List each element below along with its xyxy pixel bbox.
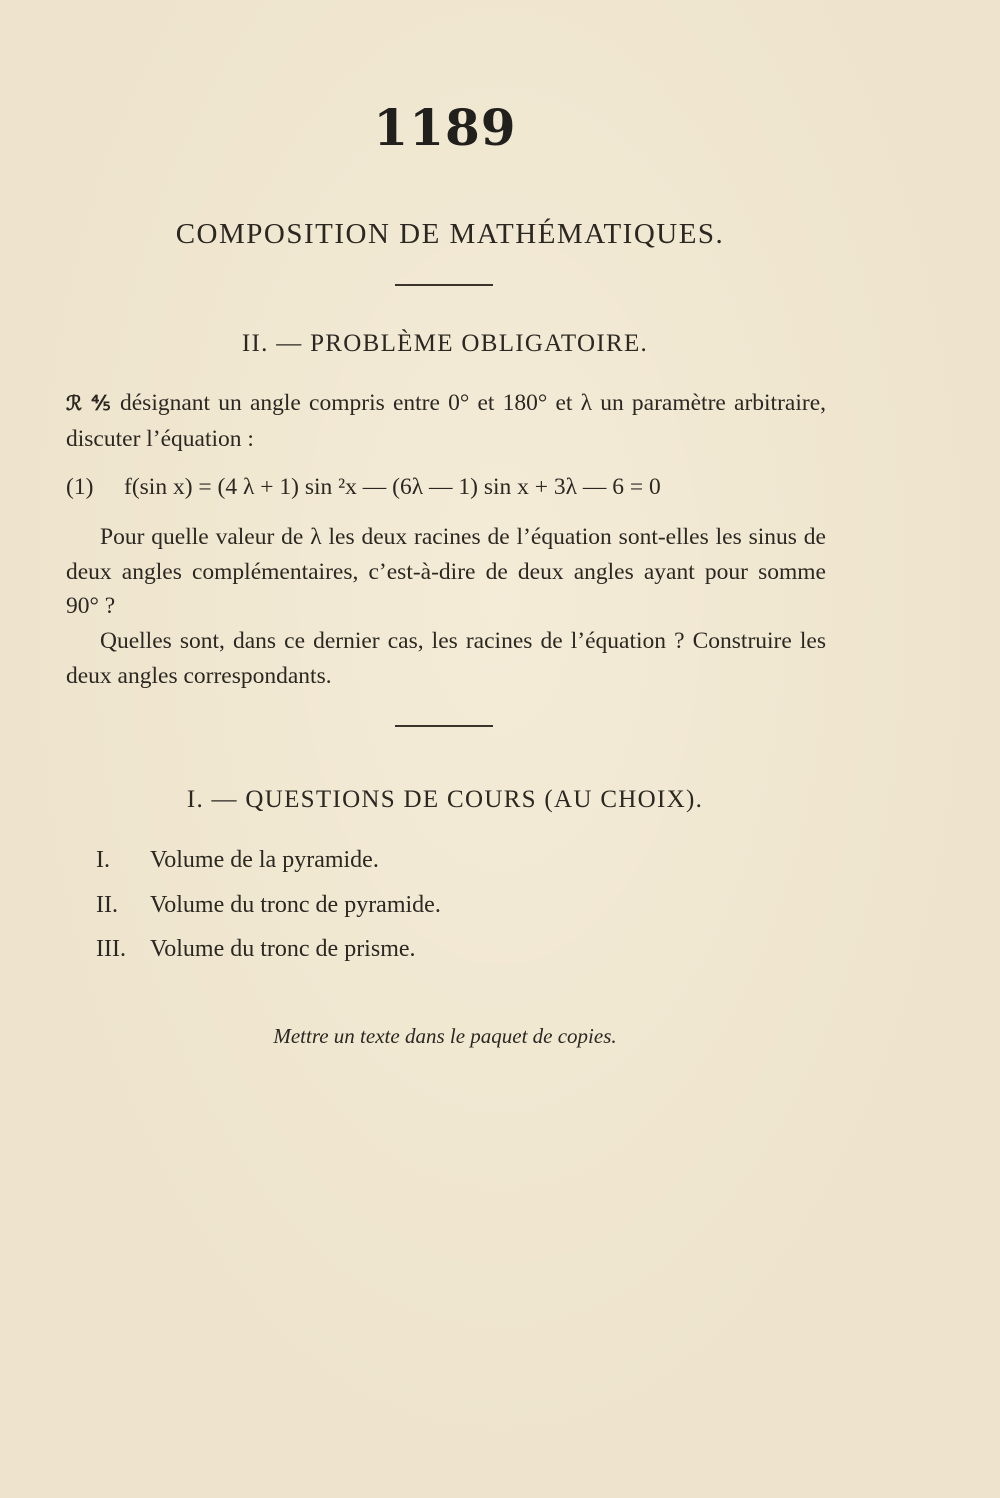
equation-line	[66, 470, 826, 504]
equation: f(sin x) = (4 λ + 1) sin ²x — (6λ — 1) sin x + 3λ — 6 = 0	[124, 474, 661, 500]
page-title: COMPOSITION DE MATHÉMATIQUES.	[175, 218, 725, 250]
instruction-note: Mettre un texte dans le paquet de copies.	[273, 1024, 617, 1048]
list-item	[96, 931, 441, 976]
item-number: III.	[96, 936, 126, 962]
questions-list	[96, 842, 441, 976]
problem-heading: II. — PROBLÈME OBLIGATOIRE.	[241, 330, 649, 357]
problem-question-2: Quelles sont, dans ce dernier cas, les racines de l’équation ? Construire les deux angles correspondants.	[66, 628, 826, 689]
page-number: 1189	[373, 98, 517, 157]
problem-question-1: Pour quelle valeur de λ les deux racines de l’équation sont-elles les sinus de deux angles complémentaires, c’est-à-dire de deux angles ayant pour somme 90° ?	[66, 524, 826, 619]
questions-heading: I. — QUESTIONS DE COURS (AU CHOIX).	[186, 786, 704, 813]
handwritten-marker: ℛ ⅘	[66, 393, 114, 415]
item-text: Volume du tronc de prisme.	[150, 936, 416, 962]
divider-rule	[395, 725, 493, 727]
item-text: Volume de la pyramide.	[150, 847, 379, 873]
divider-rule	[395, 284, 493, 286]
problem-statement-text: désignant un angle compris entre 0° et 180° et λ un paramètre arbitraire, discuter l’équation :	[66, 390, 827, 452]
item-number: I.	[96, 847, 110, 873]
list-item	[96, 842, 441, 887]
item-number: II.	[96, 891, 118, 918]
equation-number: (1)	[66, 474, 94, 500]
list-item	[96, 887, 441, 932]
problem-statement	[66, 386, 826, 456]
item-text: Volume du tronc de pyramide.	[150, 891, 441, 918]
